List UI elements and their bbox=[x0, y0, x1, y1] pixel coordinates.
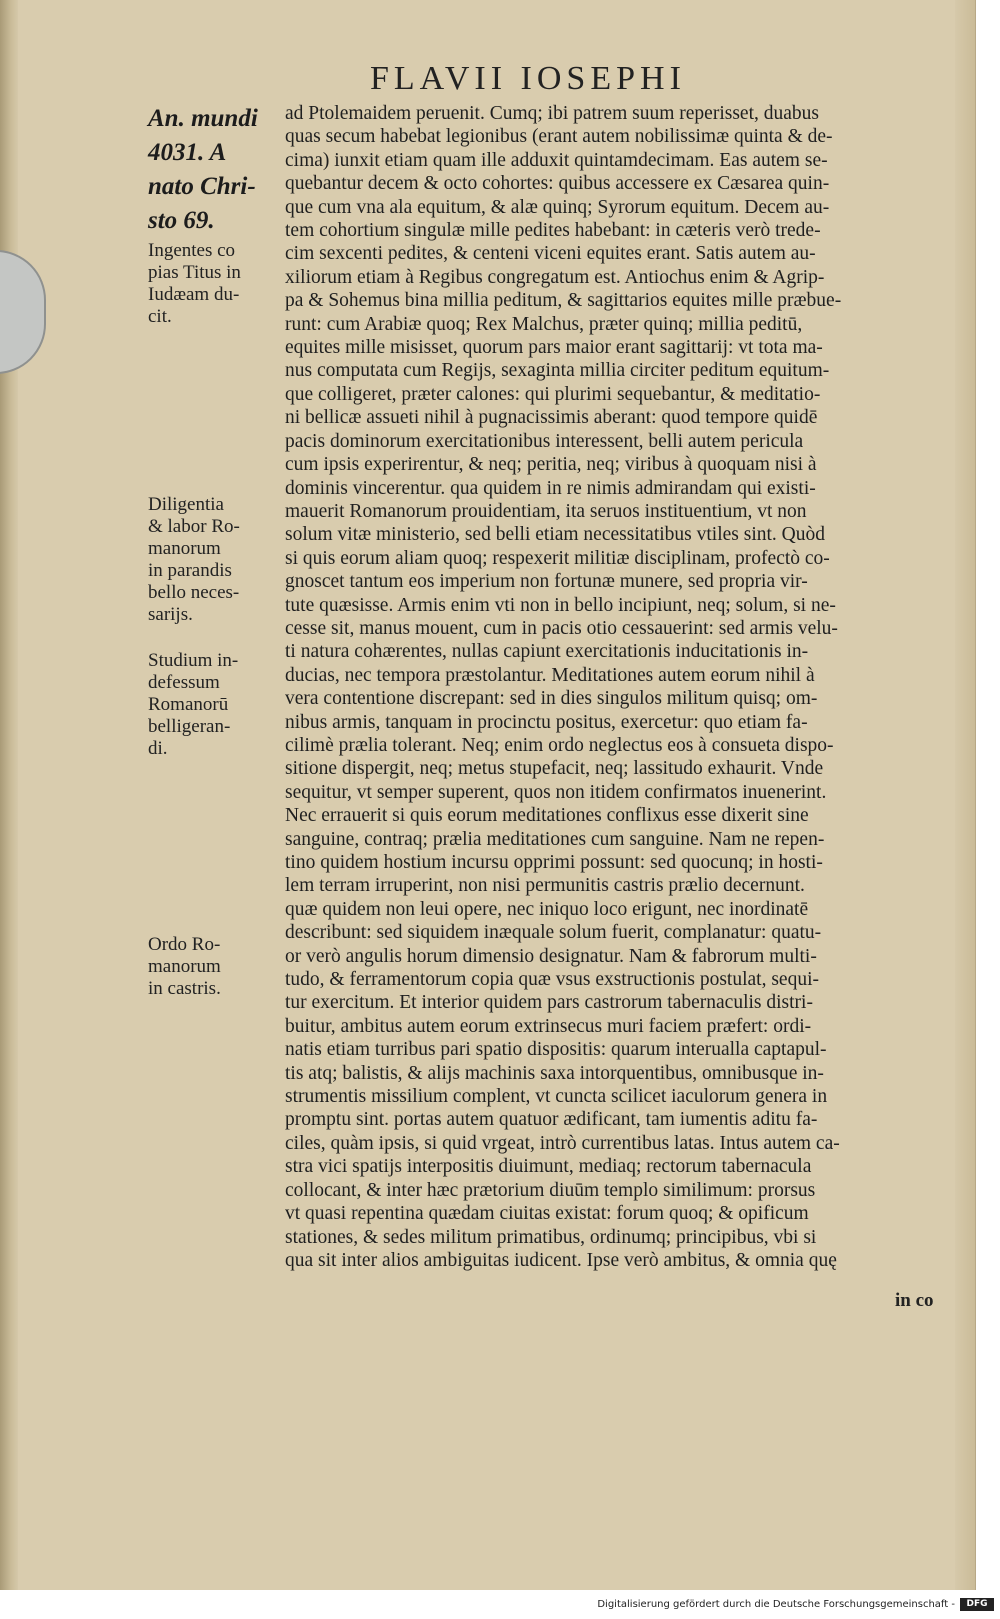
margin-note-line: Studium in- bbox=[148, 650, 239, 671]
body-line: cilimè prælia tolerant. Neq; enim ordo neglectus eos à consueta dispo- bbox=[285, 734, 834, 756]
body-line: promptu sint. portas autem quatuor ædificant, tam iumentis aditu fa- bbox=[285, 1109, 818, 1131]
margin-note-line: Ordo Ro- bbox=[148, 934, 221, 955]
page-gutter-edge bbox=[0, 0, 18, 1590]
body-line: collocant, & inter hæc prætorium diuūm templo similimum: prorsus bbox=[285, 1179, 816, 1201]
margin-notes bbox=[148, 102, 278, 999]
margin-note-line: manorum bbox=[148, 956, 221, 977]
margin-note-titus bbox=[148, 240, 276, 328]
body-line: si quis eorum aliam quoq; respexerit militiæ disciplinam, profectò co- bbox=[285, 547, 830, 569]
body-line: natis etiam turribus pari spatio dispositis: quarum interualla captapul- bbox=[285, 1039, 827, 1061]
body-line: xiliorum etiam à Regibus congregatum est. Antiochus enim & Agrip- bbox=[285, 266, 825, 288]
body-line: gnoscet tantum eos imperium non fortunæ munere, sed propria vir- bbox=[285, 571, 808, 593]
margin-note-line: Diligentia bbox=[148, 494, 224, 515]
body-line: runt: cum Arabiæ quoq; Rex Malchus, præter quinq; millia peditū, bbox=[285, 313, 803, 335]
margin-note-line: & labor Ro- bbox=[148, 516, 240, 537]
body-line: nus computata cum Regijs, sexaginta millia circiter peditum equitum- bbox=[285, 360, 830, 382]
dfg-logo: DFG bbox=[960, 1598, 994, 1611]
margin-note-line: Ingentes co bbox=[148, 240, 236, 261]
body-line: quæ quidem non leui opere, nec iniquo loco erigunt, nec inordinatē bbox=[285, 898, 809, 920]
body-line: stra vici spatijs interpositis diuimunt, mediaq; rectorum tabernacula bbox=[285, 1156, 812, 1178]
body-line: cum ipsis experirentur, & neq; peritia, neq; viribus à quoquam nisi à bbox=[285, 454, 817, 476]
margin-note-line: cit. bbox=[148, 306, 172, 327]
margin-year-line: An. mundi bbox=[148, 105, 258, 132]
body-line: Nec errauerit si quis eorum meditationes conflixus esse dixerit sine bbox=[285, 805, 809, 827]
body-line: quebantur decem & octo cohortes: quibus accessere ex Cæsarea quin- bbox=[285, 173, 830, 195]
body-line: ciles, quàm ipsis, si quid vrgeat, intrò currentibus latas. Intus autem ca- bbox=[285, 1132, 840, 1154]
margin-note-line: in parandis bbox=[148, 560, 232, 581]
margin-note-studium bbox=[148, 650, 276, 760]
body-line: sanguine, contraq; prælia meditationes cum sanguine. Nam ne repen- bbox=[285, 828, 825, 850]
body-line: cim sexcenti pedites, & centeni viceni equites erant. Satis autem au- bbox=[285, 243, 816, 265]
margin-note-line: in castris. bbox=[148, 978, 221, 999]
margin-note-line: Iudæam du- bbox=[148, 284, 240, 305]
body-line: qua sit inter alios ambiguitas iudicent. Ipse verò ambitus, & omnia quę bbox=[285, 1249, 837, 1271]
margin-note-line: bello neces- bbox=[148, 582, 240, 603]
body-line: or verò angulis horum dimensio designatur. Nam & fabrorum multi- bbox=[285, 945, 817, 967]
body-line: nibus armis, tanquam in procinctu positus, exercetur: quo etiam fa- bbox=[285, 711, 808, 733]
body-line: describunt: sed siquidem inæquale solum fuerit, complanatur: quatu- bbox=[285, 922, 822, 944]
body-line: tudo, & ferramentorum copia quæ vsus exstructionis postulat, sequi- bbox=[285, 969, 819, 991]
body-line: stationes, & sedes militum primatibus, ordinumq; principibus, vbi si bbox=[285, 1226, 817, 1248]
body-line: ti natura cohærentes, nullas capiunt exercitationis inducitationis in- bbox=[285, 641, 809, 663]
catchword: in co bbox=[895, 1290, 934, 1311]
body-line: buitur, ambitus autem eorum extrinsecus muri faciem præfert: ordi- bbox=[285, 1015, 812, 1037]
margin-year-line: sto 69. bbox=[148, 207, 215, 234]
body-line: sequitur, vt semper superent, quos non itidem confirmatos inuenerint. bbox=[285, 781, 827, 803]
body-text bbox=[285, 102, 940, 1272]
body-line: ducias, nec tempora præstolantur. Meditationes autem eorum nihil à bbox=[285, 664, 815, 686]
margin-note-line: sarijs. bbox=[148, 604, 193, 625]
body-line: sitione dispergit, neq; metus stupefacit, neq; lassitudo exhaurit. Vnde bbox=[285, 758, 824, 780]
body-line: quas secum habebat legionibus (erant autem nobilissimæ quinta & de- bbox=[285, 126, 833, 148]
margin-note-line: Romanorū bbox=[148, 694, 229, 715]
body-line: cima) iunxit etiam quam ille adduxit quintamdecimam. Eas autem se- bbox=[285, 149, 828, 171]
body-line: mauerit Romanorum prouidentiam, ita seruos instituentium, vt non bbox=[285, 500, 807, 522]
digitization-credit: Digitalisierung gefördert durch die Deutsche Forschungsgemeinschaft - bbox=[597, 1599, 955, 1610]
margin-note-line: pias Titus in bbox=[148, 262, 241, 283]
book-clasp bbox=[0, 250, 46, 374]
body-line: tis atq; balistis, & alijs machinis saxa intorquentibus, omnibusque in- bbox=[285, 1062, 824, 1084]
margin-year-line: 4031. A bbox=[148, 139, 227, 166]
margin-note-line: di. bbox=[148, 738, 168, 759]
margin-year-line: nato Chri- bbox=[148, 173, 256, 200]
body-line: que cum vna ala equitum, & alæ quinq; Syrorum equitum. Decem au- bbox=[285, 196, 830, 218]
body-line: tem cohortium singulæ mille pedites habebant: in cæteris verò trede- bbox=[285, 220, 821, 242]
body-line: pa & Sohemus bina millia peditum, & sagittarios equites mille præbue- bbox=[285, 290, 842, 312]
body-line: dominis vincerentur. qua quidem in re nimis admirandam qui existi- bbox=[285, 477, 816, 499]
body-line: lem terram irruperint, non nisi permunitis castris prælio decernunt. bbox=[285, 875, 805, 897]
margin-note-diligentia bbox=[148, 494, 276, 626]
body-line: cesse sit, manus mouent, cum in pacis otio cessauerint: sed armis velu- bbox=[285, 617, 838, 639]
margin-note-ordo bbox=[148, 934, 276, 1000]
body-line: vera contentione discrepant: sed in dies singulos militum quisq; om- bbox=[285, 688, 818, 710]
body-line: ad Ptolemaidem peruenit. Cumq; ibi patrem suum reperisset, duabus bbox=[285, 103, 819, 124]
body-line: vt quasi repentina quædam ciuitas existat: forum quoq; & opificum bbox=[285, 1203, 809, 1225]
running-head: FLAVII IOSEPHI bbox=[370, 60, 686, 97]
margin-note-line: manorum bbox=[148, 538, 221, 559]
body-line: tur exercitum. Et interior quidem pars castrorum tabernaculis distri- bbox=[285, 992, 813, 1014]
body-line: que colligeret, præter calones: qui plurimi sequebantur, & meditatio- bbox=[285, 383, 821, 405]
body-line: equites mille misisset, quorum pars maior erant sagittarij: vt tota ma- bbox=[285, 337, 823, 359]
body-line: strumentis missilium complent, vt cuncta scilicet iaculorum genera in bbox=[285, 1086, 828, 1108]
margin-note-line: defessum bbox=[148, 672, 220, 693]
body-line: tino quidem hostium incursu opprimi possunt: sed quocunq; in hosti- bbox=[285, 852, 823, 873]
margin-year-note bbox=[148, 102, 278, 238]
page-fore-edge bbox=[955, 0, 975, 1590]
margin-note-line: belligeran- bbox=[148, 716, 231, 737]
body-line: pacis dominorum exercitationibus interessent, belli autem pericula bbox=[285, 430, 804, 452]
body-line: solum vitæ ministerio, sed belli etiam necessitatibus vtiles sint. Quòd bbox=[285, 524, 825, 546]
body-line: ni bellicæ assueti nihil à pugnacissimis aberant: quod tempore quidē bbox=[285, 407, 818, 429]
body-line: tute quæsisse. Armis enim vti non in bello incipiunt, neq; solum, si ne- bbox=[285, 594, 836, 616]
